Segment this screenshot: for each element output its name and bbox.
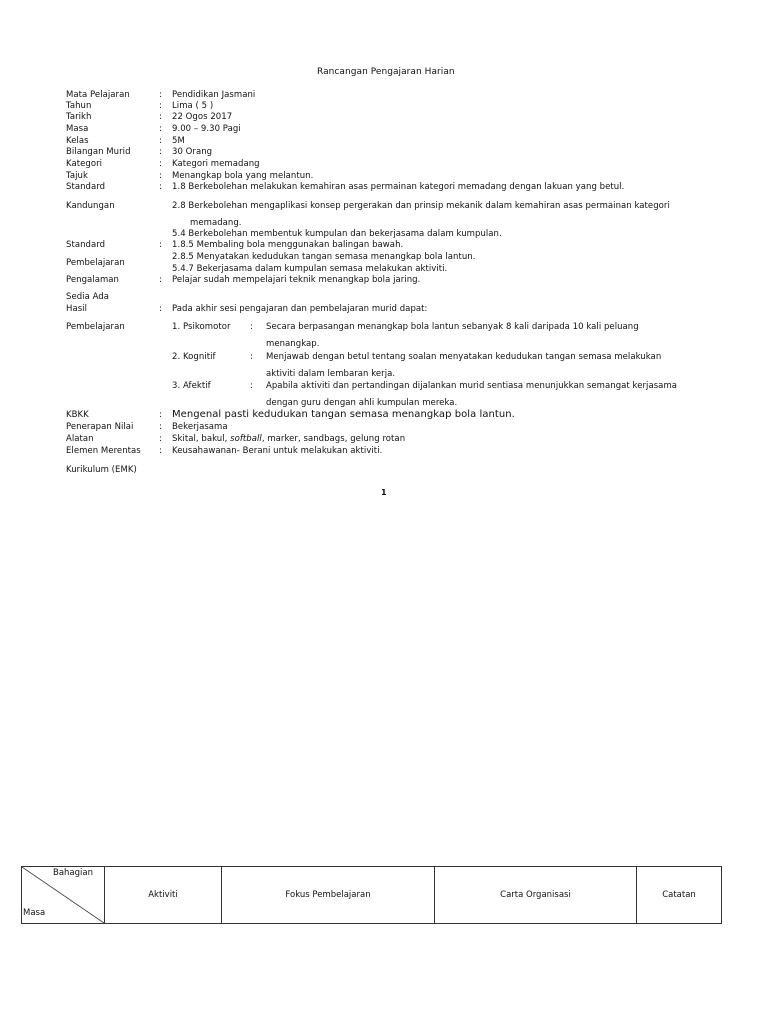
- label-tahun: Tahun: [66, 101, 92, 111]
- alatan-softball: softball: [230, 434, 262, 444]
- value-masa: 9.00 – 9.30 Pagi: [172, 124, 241, 134]
- label-standard-2: Standard: [66, 240, 106, 250]
- value-kategori: Kategori memadang: [172, 159, 260, 169]
- label-alatan: Alatan: [66, 434, 94, 444]
- label-penerapan-nilai: Penerapan Nilai: [66, 422, 134, 432]
- alatan-text: Skital, bakul,: [172, 434, 231, 444]
- standard-pembelajaran-1: 1.8.5 Membaling bola menggunakan balingan bawah.: [172, 240, 404, 250]
- objective-1-label: 1. Psikomotor: [172, 322, 231, 332]
- label-hasil: Hasil: [66, 304, 88, 314]
- label-pembelajaran-2: Pembelajaran: [66, 322, 125, 332]
- value-kbkk: Mengenal pasti kedudukan tangan semasa menangkap bola lantun.: [172, 409, 515, 420]
- hasil-intro: Pada akhir sesi pengajaran dan pembelajaran murid dapat:: [172, 304, 428, 314]
- label-mata-pelajaran: Mata Pelajaran: [66, 90, 130, 100]
- activity-table: [21, 866, 722, 924]
- label-elemen-merentas: Elemen Merentas: [66, 446, 141, 456]
- table-corner-cell: [22, 867, 105, 924]
- colon: :: [159, 240, 162, 250]
- colon: :: [159, 304, 162, 314]
- label-kurikulum: Kurikulum (EMK): [66, 465, 137, 475]
- value-penerapan-nilai: Bekerjasama: [172, 422, 228, 432]
- colon: :: [159, 422, 162, 432]
- value-tarikh: 22 Ogos 2017: [172, 112, 233, 122]
- label-tarikh: Tarikh: [66, 112, 92, 122]
- label-tajuk: Tajuk: [66, 171, 88, 181]
- colon: :: [159, 136, 162, 146]
- objective-1-text-cont: menangkap.: [266, 339, 320, 349]
- standard-pembelajaran-2: 2.8.5 Menyatakan kedudukan tangan semasa menangkap bola lantun.: [172, 252, 476, 262]
- colon: :: [159, 182, 162, 192]
- objective-2-text-cont: aktiviti dalam lembaran kerja.: [266, 369, 396, 379]
- label-kelas: Kelas: [66, 136, 89, 146]
- colon: :: [159, 275, 162, 285]
- colon: :: [159, 159, 162, 169]
- label-kategori: Kategori: [66, 159, 103, 169]
- colon: :: [250, 352, 253, 362]
- objective-2-text: Menjawab dengan betul tentang soalan menyatakan kedudukan tangan semasa melakukan: [266, 352, 662, 362]
- value-tajuk: Menangkap bola yang melantun.: [172, 171, 314, 181]
- corner-label-masa: Masa: [23, 908, 46, 918]
- colon: :: [159, 171, 162, 181]
- colon: :: [159, 434, 162, 444]
- header-carta-organisasi: Carta Organisasi: [435, 867, 637, 924]
- label-pengalaman: Pengalaman: [66, 275, 119, 285]
- objective-3-text: Apabila aktiviti dan pertandingan dijalankan murid sentiasa menunjukkan semangat kerjasama: [266, 381, 678, 391]
- table-header-row: [22, 867, 722, 924]
- value-tahun: Lima ( 5 ): [172, 101, 214, 111]
- value-kelas: 5M: [172, 136, 185, 146]
- header-catatan: Catatan: [637, 867, 722, 924]
- label-standard: Standard: [66, 182, 106, 192]
- value-bilangan-murid: 30 Orang: [172, 147, 213, 157]
- header-aktiviti: Aktiviti: [105, 867, 222, 924]
- colon: :: [159, 147, 162, 157]
- objective-3-text-cont: dengan guru dengan ahli kumpulan mereka.: [266, 398, 458, 408]
- colon: :: [159, 112, 162, 122]
- standard-kandungan-2-cont: memadang.: [190, 218, 242, 228]
- standard-kandungan-3: 5.4 Berkebolehan membentuk kumpulan dan bekerjasama dalam kumpulan.: [172, 229, 502, 239]
- colon: :: [159, 101, 162, 111]
- page-number: 1: [381, 488, 387, 497]
- corner-label-bahagian: Bahagian: [53, 868, 93, 878]
- objective-1-text: Secara berpasangan menangkap bola lantun sebanyak 8 kali daripada 10 kali peluang: [266, 322, 639, 332]
- colon: :: [159, 124, 162, 134]
- page-title: Rancangan Pengajaran Harian: [317, 67, 455, 77]
- objective-3-label: 3. Afektif: [172, 381, 211, 391]
- standard-kandungan-1: 1.8 Berkebolehan melakukan kemahiran asas permainan kategori memadang dengan lakuan yang betul.: [172, 182, 625, 192]
- header-fokus-pembelajaran: Fokus Pembelajaran: [222, 867, 435, 924]
- colon: :: [159, 90, 162, 100]
- alatan-text-rest: , marker, sandbags, gelung rotan: [261, 434, 406, 444]
- value-pengalaman: Pelajar sudah mempelajari teknik menangkap bola jaring.: [172, 275, 421, 285]
- standard-pembelajaran-3: 5.4.7 Bekerjasama dalam kumpulan semasa melakukan aktiviti.: [172, 264, 448, 274]
- objective-2-label: 2. Kognitif: [172, 352, 216, 362]
- colon: :: [159, 446, 162, 456]
- label-pembelajaran: Pembelajaran: [66, 258, 125, 268]
- value-mata-pelajaran: Pendidikan Jasmani: [172, 90, 256, 100]
- colon: :: [250, 322, 253, 332]
- value-elemen-merentas: Keusahawanan- Berani untuk melakukan aktiviti.: [172, 446, 383, 456]
- label-masa: Masa: [66, 124, 89, 134]
- label-sedia-ada: Sedia Ada: [66, 292, 110, 302]
- label-kandungan: Kandungan: [66, 201, 115, 211]
- label-bilangan-murid: Bilangan Murid: [66, 147, 131, 157]
- value-alatan: [172, 434, 405, 445]
- colon: :: [159, 410, 162, 420]
- label-kbkk: KBKK: [66, 410, 89, 420]
- colon: :: [250, 381, 253, 391]
- standard-kandungan-2: 2.8 Berkebolehan mengaplikasi konsep pergerakan dan prinsip mekanik dalam kemahiran asas permainan kategori: [172, 201, 670, 211]
